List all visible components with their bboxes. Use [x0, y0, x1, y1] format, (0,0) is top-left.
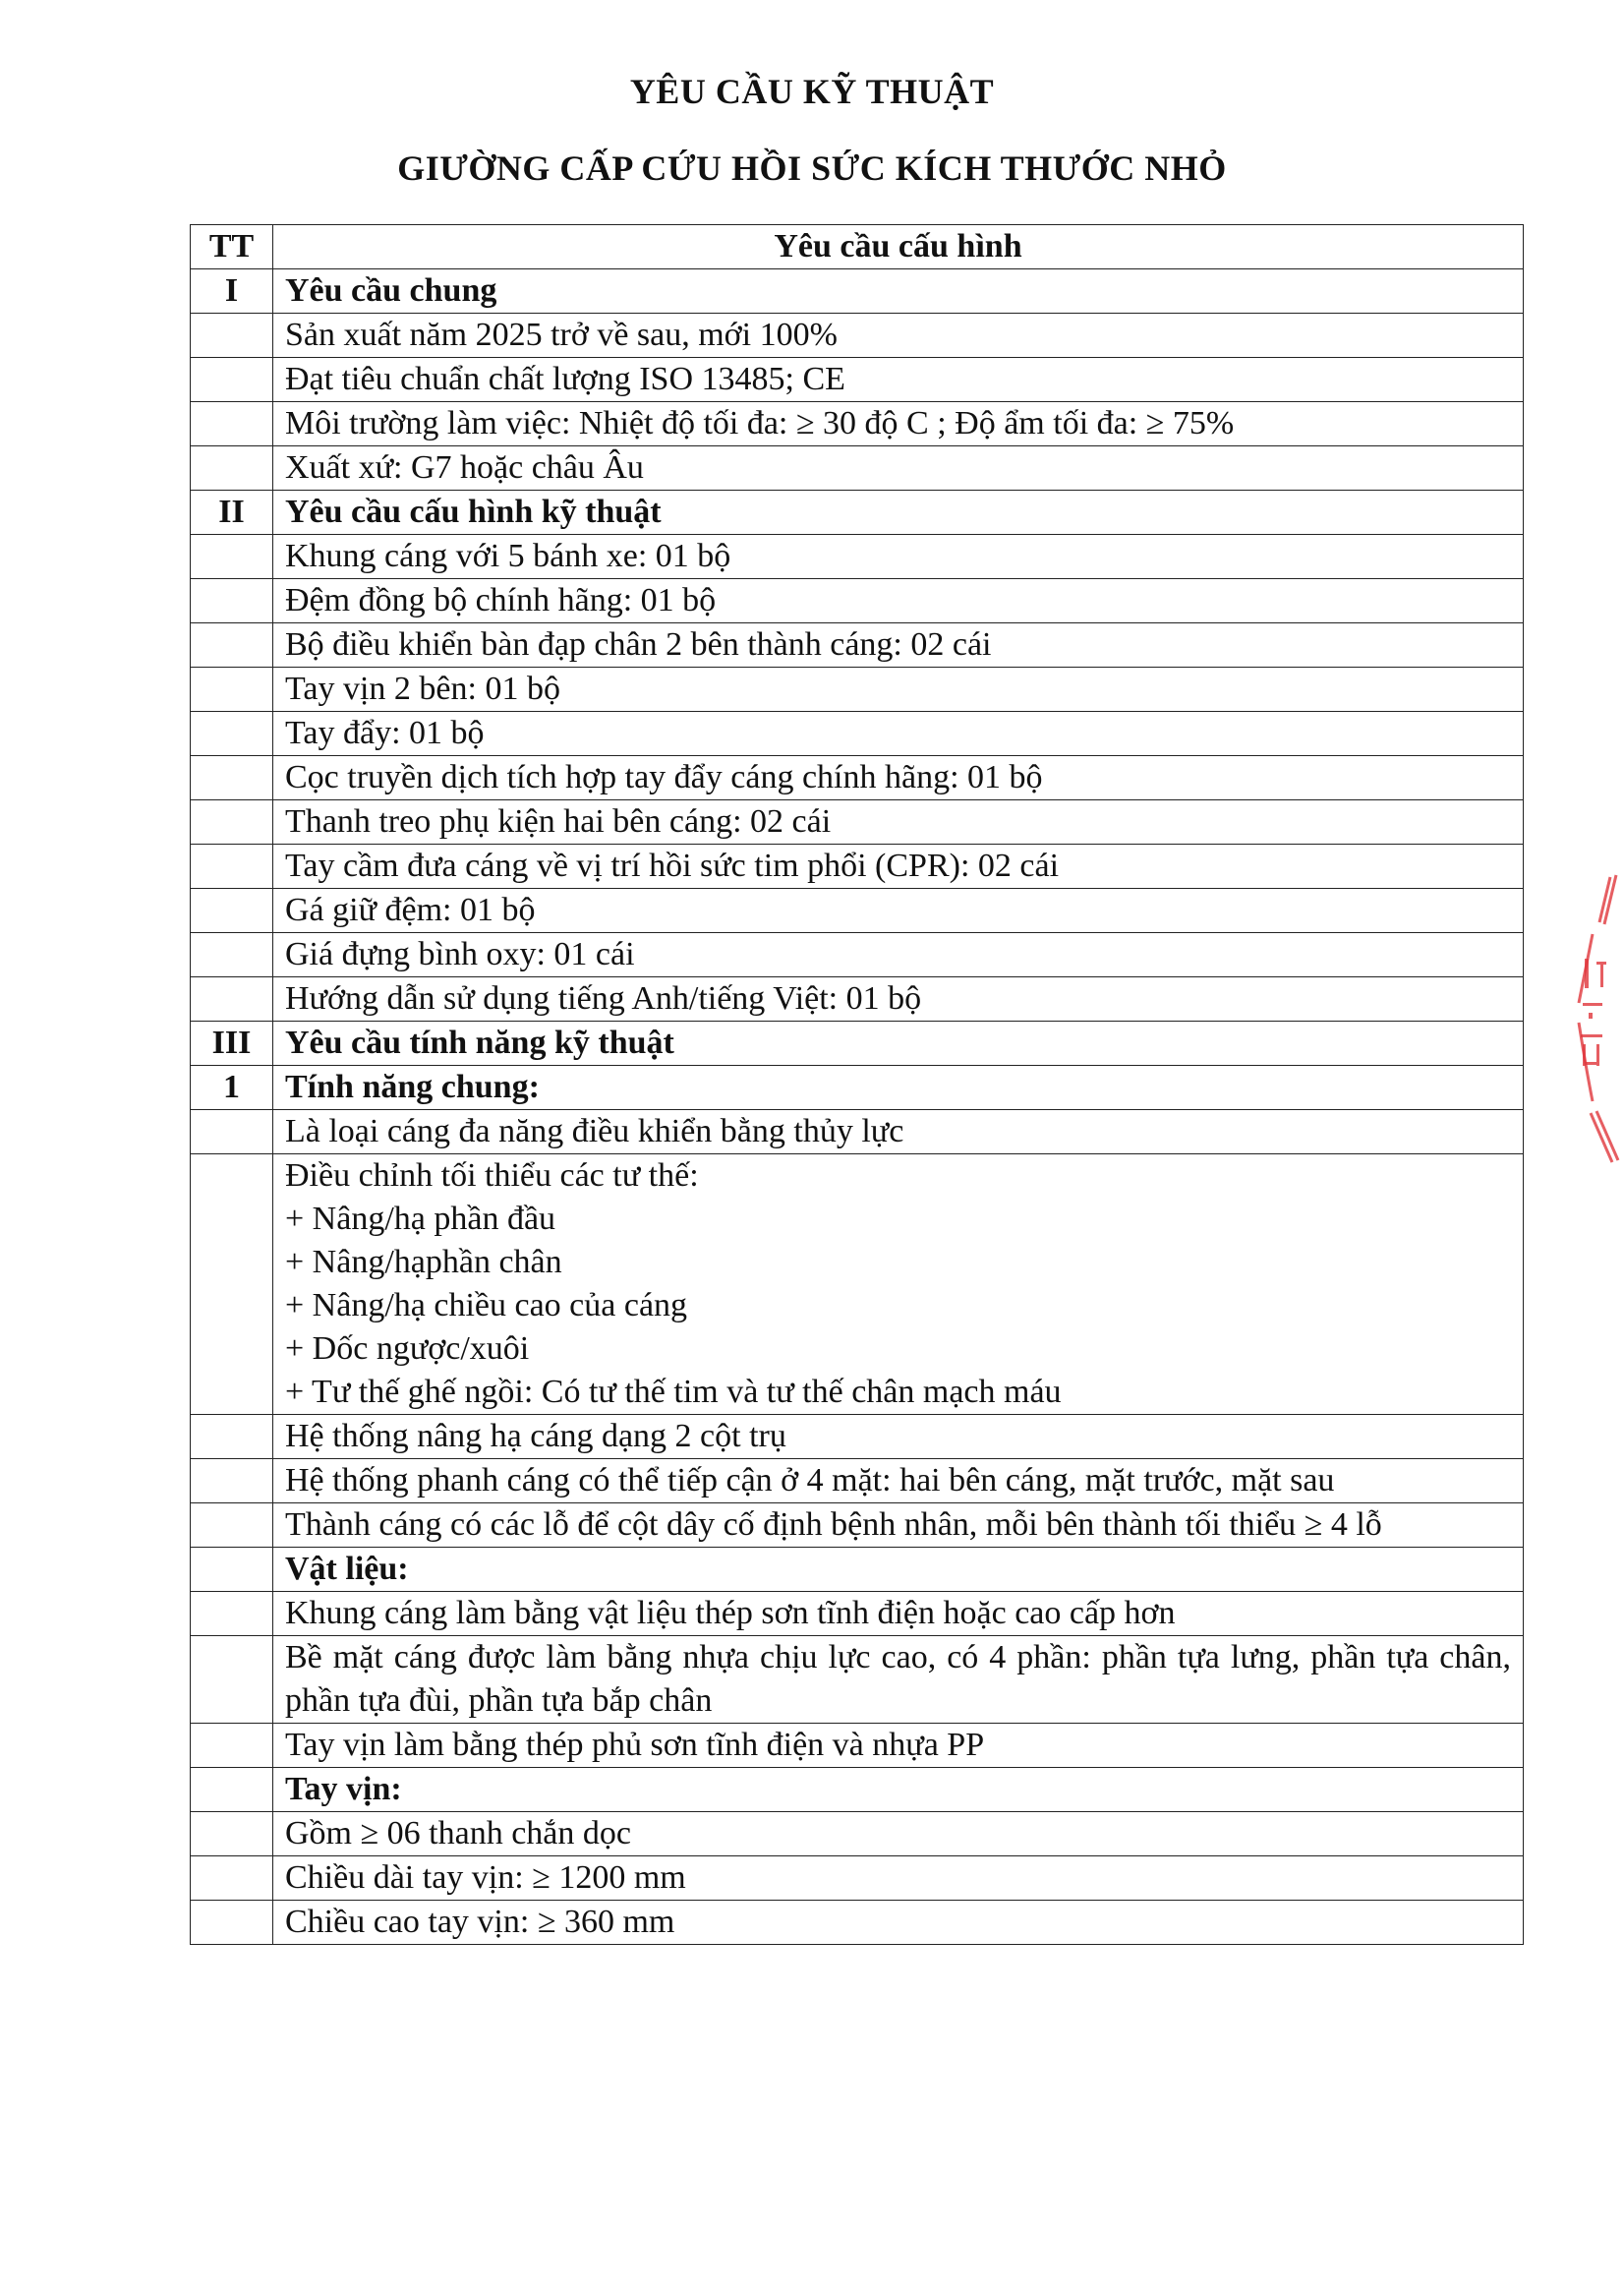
row-text: Tay cầm đưa cáng về vị trí hồi sức tim phổi (CPR): 02 cái [273, 845, 1524, 889]
row-number [191, 1768, 273, 1812]
row-text: Môi trường làm việc: Nhiệt độ tối đa: ≥ 30 độ C ; Độ ẩm tối đa: ≥ 75% [273, 402, 1524, 446]
row-number [191, 1724, 273, 1768]
section-heading: Tính năng chung: [273, 1066, 1524, 1110]
row-number [191, 933, 273, 977]
table-row [191, 1154, 1524, 1415]
table-row [191, 933, 1524, 977]
header-content: Yêu cầu cấu hình [273, 225, 1524, 269]
row-number [191, 1812, 273, 1856]
table-row [191, 358, 1524, 402]
cell-line: Điều chỉnh tối thiểu các tư thế: [285, 1157, 699, 1194]
cell-line: + Nâng/hạphần chân [285, 1244, 562, 1280]
table-row [191, 1459, 1524, 1503]
row-text: Hệ thống phanh cáng có thể tiếp cận ở 4 mặt: hai bên cáng, mặt trước, mặt sau [273, 1459, 1524, 1503]
row-number [191, 358, 273, 402]
table-row [191, 1503, 1524, 1548]
table-row [191, 1901, 1524, 1945]
row-number [191, 712, 273, 756]
table-row [191, 579, 1524, 623]
row-text: Tay vịn làm bằng thép phủ sơn tĩnh điện và nhựa PP [273, 1724, 1524, 1768]
table-row [191, 1724, 1524, 1768]
section-row [191, 1066, 1524, 1110]
section-heading: Yêu cầu chung [273, 269, 1524, 314]
cell-line: + Nâng/hạ phần đầu [285, 1201, 556, 1237]
row-number [191, 1154, 273, 1415]
section-heading: Tay vịn: [273, 1768, 1524, 1812]
section-heading: Yêu cầu cấu hình kỹ thuật [273, 491, 1524, 535]
row-number [191, 977, 273, 1022]
cell-line: + Dốc ngược/xuôi [285, 1330, 530, 1367]
row-number: III [191, 1022, 273, 1066]
row-number: II [191, 491, 273, 535]
row-text: Gồm ≥ 06 thanh chắn dọc [273, 1812, 1524, 1856]
table-row [191, 845, 1524, 889]
row-text: Tay đẩy: 01 bộ [273, 712, 1524, 756]
row-number [191, 1636, 273, 1724]
row-number [191, 314, 273, 358]
table-row [191, 800, 1524, 845]
row-text: Chiều dài tay vịn: ≥ 1200 mm [273, 1856, 1524, 1901]
row-text: Bề mặt cáng được làm bằng nhựa chịu lực cao, có 4 phần: phần tựa lưng, phần tựa chân, phần tựa đùi, phần tựa bắp chân [273, 1636, 1524, 1724]
row-number [191, 1415, 273, 1459]
row-number [191, 1592, 273, 1636]
row-text: Thành cáng có các lỗ để cột dây cố định bệnh nhân, mỗi bên thành tối thiểu ≥ 4 lỗ [273, 1503, 1524, 1548]
row-number [191, 579, 273, 623]
table-row [191, 1592, 1524, 1636]
stamp-fragment [1557, 865, 1624, 1170]
multi-line-cell [273, 1154, 1524, 1415]
table-row [191, 889, 1524, 933]
cell-line: + Nâng/hạ chiều cao của cáng [285, 1287, 688, 1323]
section-heading: Vật liệu: [273, 1548, 1524, 1592]
row-text: Bộ điều khiển bàn đạp chân 2 bên thành cáng: 02 cái [273, 623, 1524, 668]
table-row [191, 756, 1524, 800]
row-number: I [191, 269, 273, 314]
row-number [191, 800, 273, 845]
document-title: YÊU CẦU KỸ THUẬT [629, 72, 995, 111]
stamp-icon [1557, 865, 1624, 1170]
row-number [191, 1856, 273, 1901]
row-text: Là loại cáng đa năng điều khiển bằng thủy lực [273, 1110, 1524, 1154]
row-text: Xuất xứ: G7 hoặc châu Âu [273, 446, 1524, 491]
table-row [191, 446, 1524, 491]
requirements-table [190, 224, 1524, 1945]
table-row [191, 1636, 1524, 1724]
row-text: Khung cáng làm bằng vật liệu thép sơn tĩnh điện hoặc cao cấp hơn [273, 1592, 1524, 1636]
table-header-row [191, 225, 1524, 269]
table-row [191, 712, 1524, 756]
row-number [191, 535, 273, 579]
row-text: Cọc truyền dịch tích hợp tay đẩy cáng chính hãng: 01 bộ [273, 756, 1524, 800]
table-row [191, 314, 1524, 358]
row-number [191, 402, 273, 446]
row-number [191, 623, 273, 668]
row-number [191, 1548, 273, 1592]
row-text: Khung cáng với 5 bánh xe: 01 bộ [273, 535, 1524, 579]
section-row [191, 269, 1524, 314]
table-row [191, 977, 1524, 1022]
table-row [191, 623, 1524, 668]
section-row [191, 1548, 1524, 1592]
table-row [191, 668, 1524, 712]
header-tt: TT [191, 225, 273, 269]
row-number [191, 756, 273, 800]
row-text: Hướng dẫn sử dụng tiếng Anh/tiếng Việt: 01 bộ [273, 977, 1524, 1022]
row-text: Đạt tiêu chuẩn chất lượng ISO 13485; CE [273, 358, 1524, 402]
table-row [191, 1856, 1524, 1901]
row-number [191, 1503, 273, 1548]
row-number [191, 845, 273, 889]
row-text: Sản xuất năm 2025 trở về sau, mới 100% [273, 314, 1524, 358]
cell-line: + Tư thế ghế ngồi: Có tư thế tim và tư thế chân mạch máu [285, 1374, 1062, 1410]
row-text: Đệm đồng bộ chính hãng: 01 bộ [273, 579, 1524, 623]
table-row [191, 1415, 1524, 1459]
table-row [191, 535, 1524, 579]
row-number [191, 668, 273, 712]
row-text: Chiều cao tay vịn: ≥ 360 mm [273, 1901, 1524, 1945]
row-number [191, 446, 273, 491]
row-number [191, 1459, 273, 1503]
section-row [191, 1768, 1524, 1812]
table-row [191, 1110, 1524, 1154]
row-number [191, 1901, 273, 1945]
row-text: Thanh treo phụ kiện hai bên cáng: 02 cái [273, 800, 1524, 845]
table-row [191, 1812, 1524, 1856]
row-text: Gá giữ đệm: 01 bộ [273, 889, 1524, 933]
section-row [191, 491, 1524, 535]
section-heading: Yêu cầu tính năng kỹ thuật [273, 1022, 1524, 1066]
row-number [191, 889, 273, 933]
row-text: Tay vịn 2 bên: 01 bộ [273, 668, 1524, 712]
row-number: 1 [191, 1066, 273, 1110]
row-number [191, 1110, 273, 1154]
row-text: Hệ thống nâng hạ cáng dạng 2 cột trụ [273, 1415, 1524, 1459]
row-text: Giá đựng bình oxy: 01 cái [273, 933, 1524, 977]
document-subtitle: GIƯỜNG CẤP CỨU HỒI SỨC KÍCH THƯỚC NHỎ [397, 148, 1227, 188]
table-row [191, 402, 1524, 446]
section-row [191, 1022, 1524, 1066]
